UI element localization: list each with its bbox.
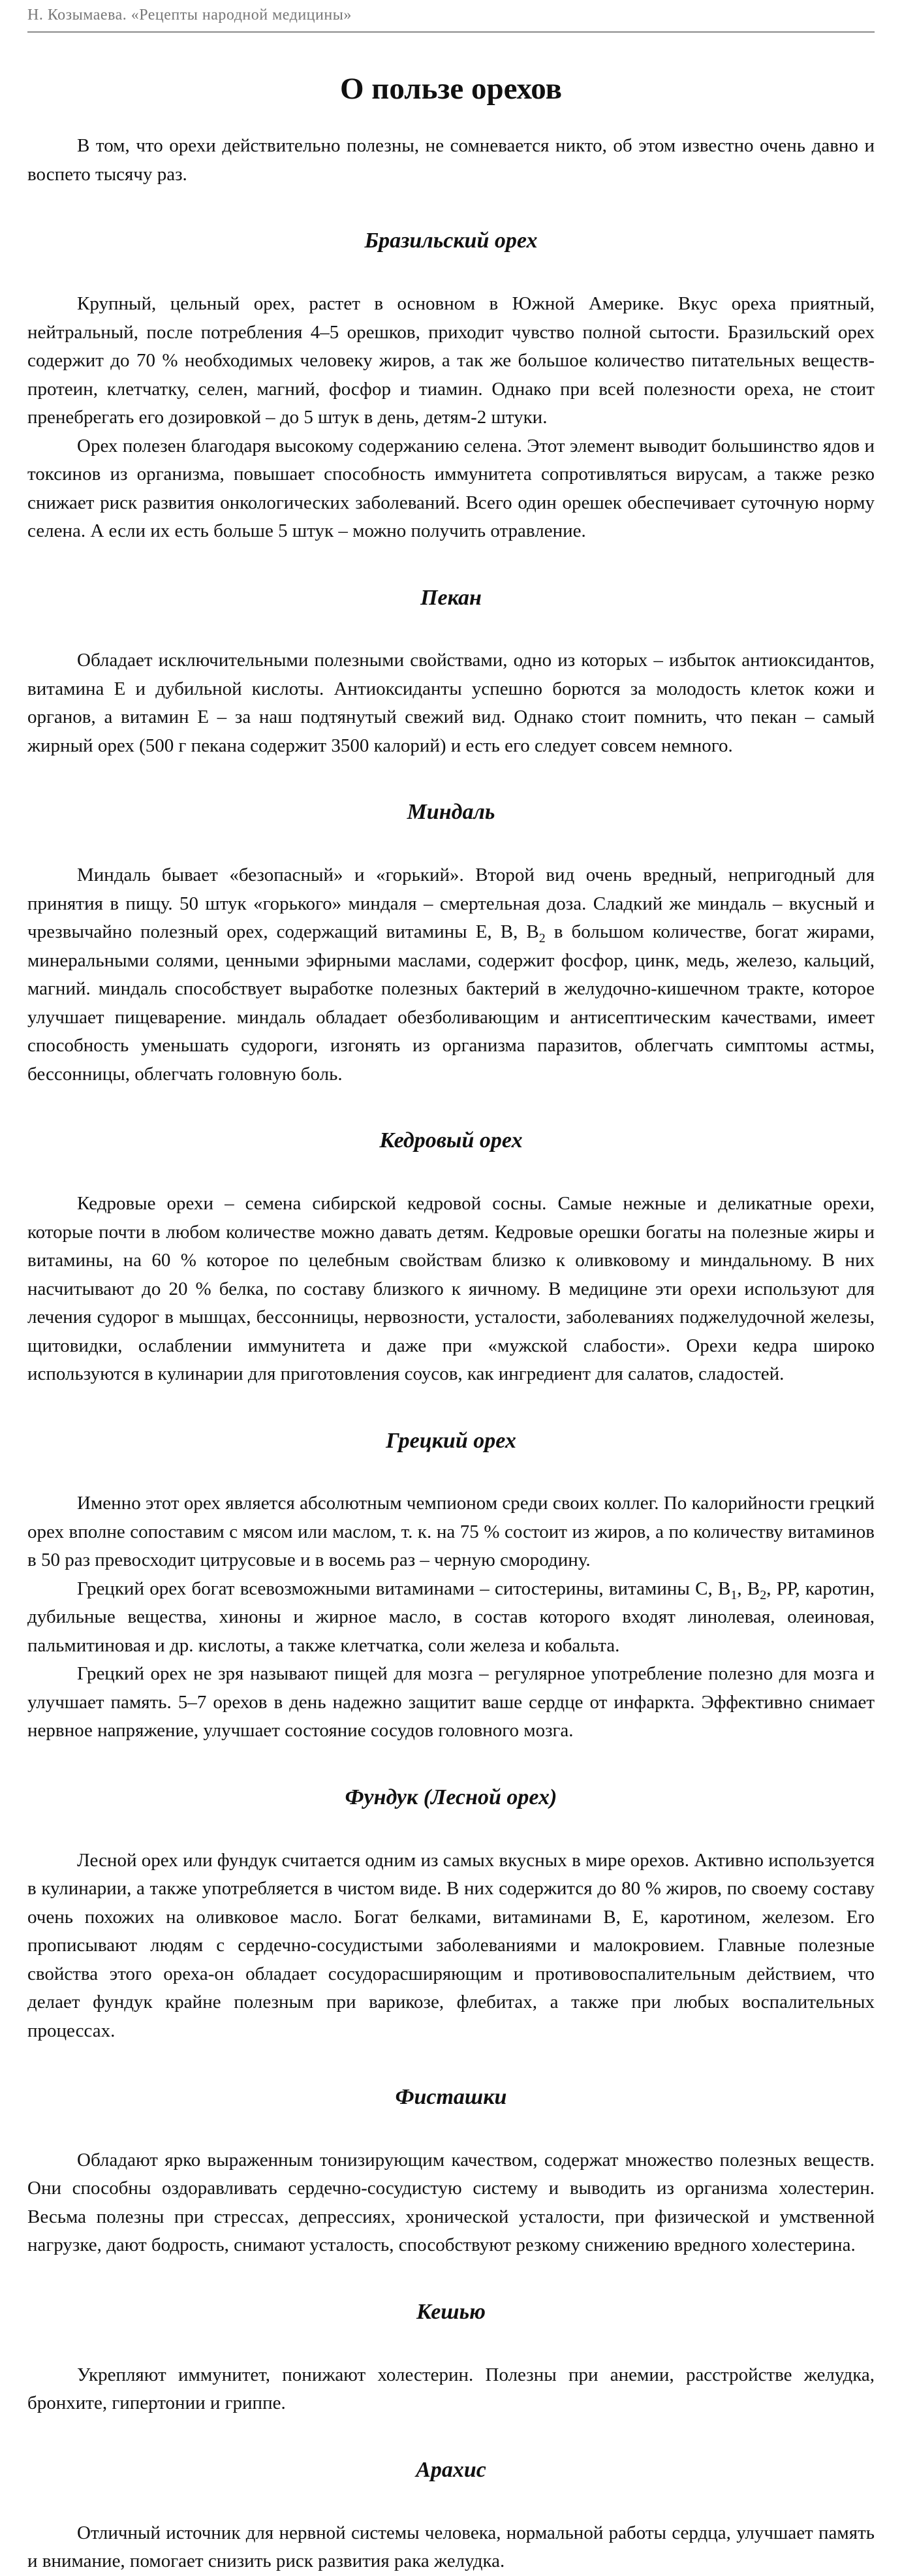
section-heading: Пекан [420,585,482,610]
section-paragraph: Обладают ярко выраженным тонизирующим качеством, содержат множество полезных веществ. Они способны оздоравливать сердечно-сосудистую систему и выводить из организма холестерин. Весьма полезны при стрессах, депрессиях, хронической усталости, при физической и умственной нагрузке, дают бодрость, снимают усталость, способствуют резкому снижению вредного холестерина. [27,2149,875,2256]
section-heading: Фисташки [395,2085,507,2110]
section-heading: Фундук (Лесной орех) [345,1785,557,1809]
section-heading: Кедровый орех [379,1128,523,1153]
text-run: , В [737,1578,760,1599]
section-heading: Миндаль [407,800,495,825]
text-run: , РР, каротин, дубильные вещества, хиноны и жирное масло, в состав которого входят линолевая, олеиновая, пальмитиновая и др. кислоты, а также клетчатка, соли железа и кобальта. [27,1578,875,1656]
section-paragraph: Именно этот орех является абсолютным чемпионом среди своих коллег. По калорийности грецкий орех вполне сопоставим с мясом или маслом, т. к. на 75 % состоит из жиров, а по количеству витаминов в 50 раз превосходит цитрусовые и в восемь раз – черную смородину. [27,1493,875,1571]
page-title: О пользе орехов [340,72,562,106]
subscript: 2 [760,1587,767,1602]
section-paragraph: Орех полезен благодаря высокому содержанию селена. Этот элемент выводит большинство ядов и токсинов из организма, повышает способность иммунитета сопротивляться вирусам, а также резко снижает риск развития онкологических заболеваний. Всего один орешек обеспечивает суточную норму селена. А если их есть больше 5 штук – можно получить отравление. [27,435,875,542]
running-header: Н. Козымаева. «Рецепты народной медицины» [27,0,875,33]
section-paragraph: Укрепляют иммунитет, понижают холестерин. Полезны при анемии, расстройстве желудка, бронхите, гипертонии и гриппе. [27,2364,875,2414]
section-paragraph [27,861,875,1089]
intro-paragraph: В том, что орехи действительно полезны, не сомневается никто, об этом известно очень давно и воспето тысячу раз. [27,135,875,185]
section-heading: Кешью [416,2299,486,2324]
section-paragraph: Кедровые орехи – семена сибирской кедровой сосны. Самые нежные и деликатные орехи, которые почти в любом количестве можно давать детям. Кедровые орешки богаты на полезные жиры и витамины, на 60 % которое по целебным свойствам близко к оливковому и миндальному. В них насчитывают до 20 % белка, по составу близкого к яичному. В медицине эти орехи используют для лечения судорог в мышцах, бессонницы, нервозности, усталости, заболеваниях поджелудочной железы, щитовидки, ослаблении иммунитета и даже при «мужской слабости». Орехи кедра широко используются в кулинарии для приготовления соусов, как ингредиент для салатов, сладостей. [27,1193,875,1385]
section-paragraph: Грецкий орех не зря называют пищей для мозга – регулярное употребление полезно для мозга и улучшает память. 5–7 орехов в день надежно защитит ваше сердце от инфаркта. Эффективно снимает нервное напряжение, улучшает состояние сосудов головного мозга. [27,1663,875,1741]
text-run: Грецкий орех богат всевозможными витаминами – ситостерины, витамины С, В [77,1578,731,1599]
subscript: 2 [538,931,546,946]
subscript: 1 [730,1587,738,1602]
section-paragraph: Отличный источник для нервной системы человека, нормальной работы сердца, улучшает память и внимание, помогает снизить риск развития рака желудка. [27,2522,875,2572]
section-heading: Бразильский орех [364,229,538,253]
section-paragraph [27,1575,875,1661]
section-heading: Арахис [416,2457,486,2482]
section-heading: Грецкий орех [386,1428,516,1453]
section-paragraph: Обладает исключительными полезными свойствами, одно из которых – избыток антиоксидантов, витамина Е и дубильной кислоты. Антиоксиданты успешно борются за молодость клеток кожи и органов, а витамин Е – за наш подтянутый свежий вид. Однако стоит помнить, что пекан – самый жирный орех (500 г пекана содержит 3500 калорий) и есть его следует совсем немного. [27,650,875,756]
section-paragraph: Крупный, цельный орех, растет в основном в Южной Америке. Вкус ореха приятный, нейтральный, после потребления 4–5 орешков, приходит чувство полной сытости. Бразильский орех содержит до 70 % необходимых человеку жиров, а так же большое количество питательных веществ-протеин, клетчатку, селен, магний, фосфор и тиамин. Однако при всей полезности ореха, не стоит пренебрегать его дозировкой – до 5 штук в день, детям-2 штуки. [27,293,875,428]
sections-container [27,228,875,2575]
text-run: Миндаль бывает «безопасный» и «горький». Второй вид очень вредный, непригодный для принятия в пищу. 50 штук «горького» миндаля – смертельная доза. Сладкий же миндаль – вкусный и чрезвычайно полезный орех, содержащий витамины Е, В, В [27,865,875,943]
section-paragraph: Лесной орех или фундук считается одним из самых вкусных в мире орехов. Активно используется в кулинарии, а также употребляется в чистом виде. В них содержится до 80 % жиров, по своему составу очень похожих на оливковое масло. Богат белками, витаминами В, Е, каротином, железом. Его прописывают людям с сердечно-сосудистыми заболеваниями и малокровием. Главные полезные свойства этого ореха-он обладает сосудорасширяющим и противовоспалительным действием, что делает фундук крайне полезным при варикозе, флебитах, а также при любых воспалительных процессах. [27,1849,875,2041]
text-run: в большом количестве, богат жирами, минеральными солями, ценными эфирными маслами, содержит фосфор, цинк, медь, железо, кальций, магний. миндаль способствует выработке полезных бактерий в желудочно-кишечном тракте, которое улучшает пищеварение. миндаль обладает обезболивающим и антисептическим качествами, имеет способность уменьшать судороги, изгонять из организма паразитов, облегчать симптомы астмы, бессонницы, облегчать головную боль. [27,921,875,1085]
